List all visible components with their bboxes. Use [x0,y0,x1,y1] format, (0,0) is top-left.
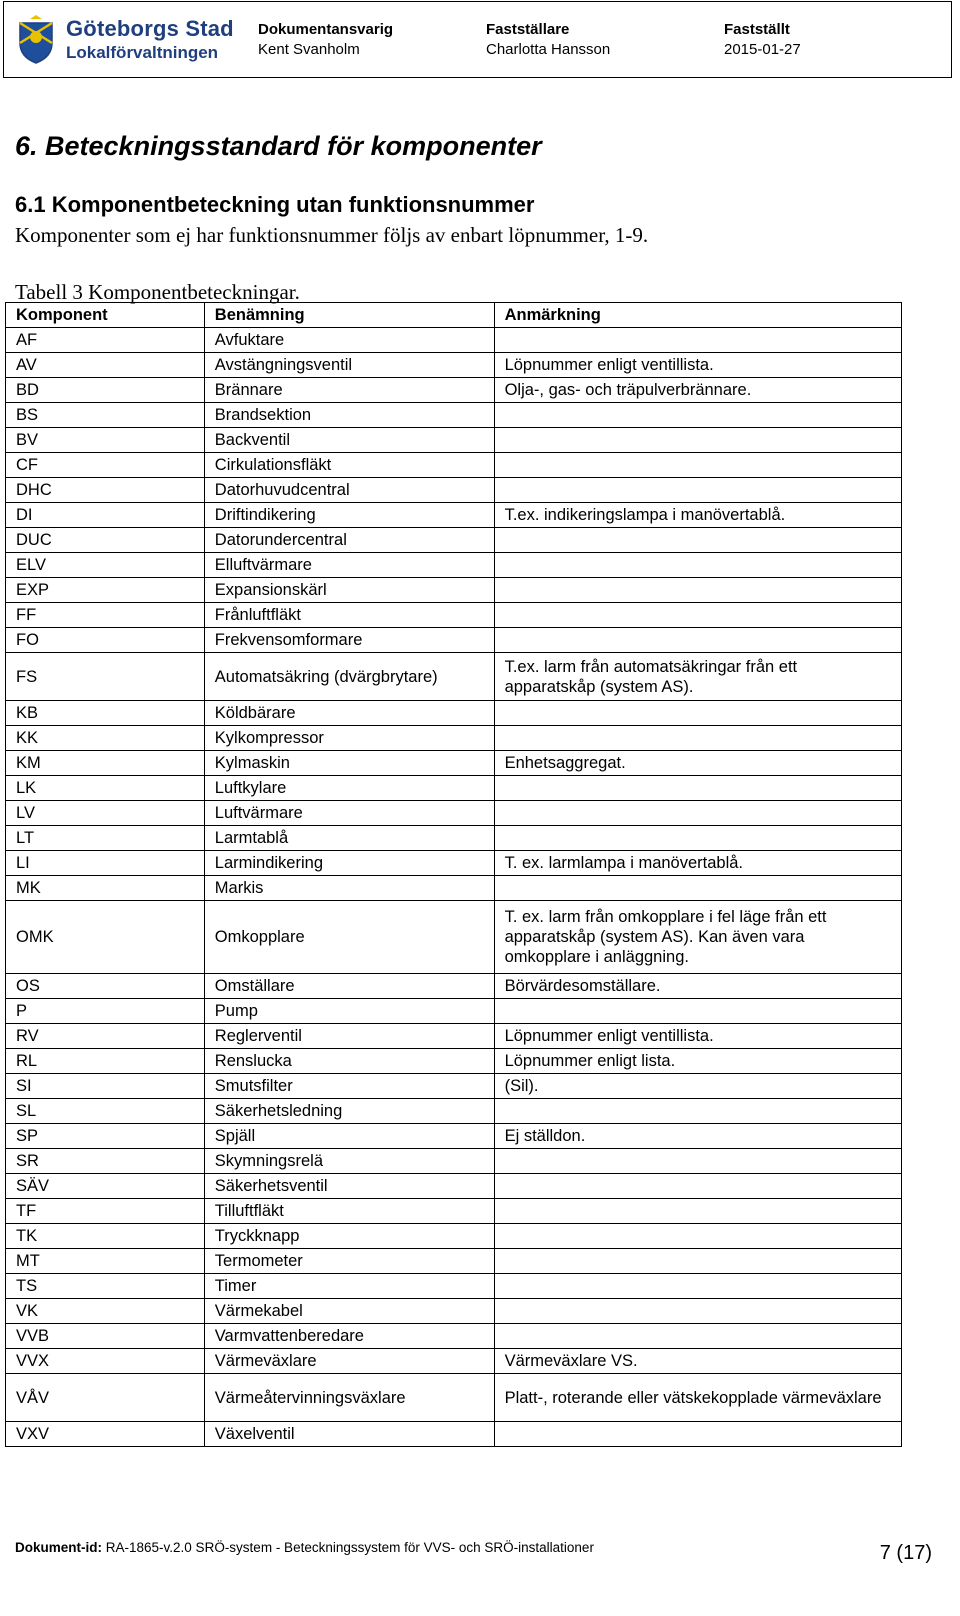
component-name-cell: Luftvärmare [204,801,494,826]
component-name-cell: Värmeväxlare [204,1349,494,1374]
table-row [6,876,902,901]
component-code-cell: VVB [6,1324,205,1349]
component-note-cell: Enhetsaggregat. [494,751,901,776]
component-note-cell [494,628,901,653]
component-name-cell: Automatsäkring (dvärgbrytare) [204,653,494,701]
component-name-cell: Larmtablå [204,826,494,851]
component-name-cell: Termometer [204,1249,494,1274]
header-field-responsible [236,2,480,77]
component-name-cell: Brandsektion [204,403,494,428]
component-note-cell [494,1249,901,1274]
component-note-cell [494,553,901,578]
city-logo [4,2,236,77]
coat-of-arms-icon [14,15,58,65]
component-name-cell: Pump [204,999,494,1024]
component-code-cell: SP [6,1124,205,1149]
table-row [6,1299,902,1324]
table-row [6,901,902,974]
component-code-cell: SR [6,1149,205,1174]
component-code-cell: LV [6,801,205,826]
table-row [6,1249,902,1274]
section-heading: 6. Beteckningsstandard för komponenter [15,131,542,161]
table-row [6,726,902,751]
component-code-cell: LK [6,776,205,801]
column-header: Anmärkning [494,303,901,328]
component-note-cell: Värmeväxlare VS. [494,1349,901,1374]
component-note-cell [494,801,901,826]
component-code-cell: BD [6,378,205,403]
page-number: 7 (17) [879,1542,932,1564]
component-code-cell: SI [6,1074,205,1099]
table-row [6,1074,902,1099]
component-code-cell: LT [6,826,205,851]
table-row [6,826,902,851]
component-name-cell: Frånluftfläkt [204,603,494,628]
component-name-cell: Skymningsrelä [204,1149,494,1174]
component-note-cell: T.ex. indikeringslampa i manövertablå. [494,503,901,528]
component-code-cell: SL [6,1099,205,1124]
header-field-value: Charlotta Hansson [486,41,611,58]
component-code-cell: TS [6,1274,205,1299]
component-note-cell [494,726,901,751]
component-name-cell: Reglerventil [204,1024,494,1049]
component-name-cell: Kylmaskin [204,751,494,776]
component-note-cell [494,328,901,353]
column-header: Komponent [6,303,205,328]
table-row [6,578,902,603]
table-row [6,701,902,726]
subsection-heading: 6.1 Komponentbeteckning utan funktionsnummer [15,192,535,217]
table-row [6,1274,902,1299]
header-field-label: Dokumentansvarig [258,21,394,38]
component-name-cell: Renslucka [204,1049,494,1074]
component-name-cell: Säkerhetsledning [204,1099,494,1124]
table-row [6,528,902,553]
table-row [6,974,902,999]
component-code-cell: KM [6,751,205,776]
document-header [3,1,952,78]
component-name-cell: Växelventil [204,1422,494,1447]
table-header-row [6,303,902,328]
table-row [6,851,902,876]
component-code-cell: ELV [6,553,205,578]
component-name-cell: Smutsfilter [204,1074,494,1099]
component-name-cell: Omkopplare [204,901,494,974]
component-note-cell [494,776,901,801]
table-caption: Tabell 3 Komponentbeteckningar. [15,280,300,304]
component-note-cell: Börvärdesomställare. [494,974,901,999]
table-row [6,503,902,528]
table-row [6,1374,902,1422]
component-code-cell: CF [6,453,205,478]
component-note-cell: Olja-, gas- och träpulverbrännare. [494,378,901,403]
component-code-cell: FF [6,603,205,628]
table-row [6,628,902,653]
component-code-cell: DHC [6,478,205,503]
component-name-cell: Brännare [204,378,494,403]
table-row [6,1324,902,1349]
component-code-cell: RV [6,1024,205,1049]
table-row [6,403,902,428]
component-code-cell: P [6,999,205,1024]
component-note-cell: Platt-, roterande eller vätskekopplade värmeväxlare [494,1374,901,1422]
component-note-cell [494,478,901,503]
component-code-cell: AF [6,328,205,353]
component-code-cell: AV [6,353,205,378]
component-note-cell: Löpnummer enligt ventillista. [494,353,901,378]
component-note-cell: Ej ställdon. [494,1124,901,1149]
component-note-cell [494,428,901,453]
component-note-cell [494,603,901,628]
table-row [6,378,902,403]
component-name-cell: Timer [204,1274,494,1299]
component-note-cell [494,1149,901,1174]
component-name-cell: Larmindikering [204,851,494,876]
component-note-cell: Löpnummer enligt ventillista. [494,1024,901,1049]
component-name-cell: Värmeåtervinningsväxlare [204,1374,494,1422]
component-note-cell [494,999,901,1024]
footer-doc-id [15,1540,594,1555]
component-note-cell [494,1422,901,1447]
component-note-cell: T.ex. larm från automatsäkringar från ett apparatskåp (system AS). [494,653,901,701]
component-note-cell [494,453,901,478]
header-field-value: 2015-01-27 [724,41,801,58]
component-name-cell: Tryckknapp [204,1224,494,1249]
component-name-cell: Kylkompressor [204,726,494,751]
table-row [6,1099,902,1124]
component-code-cell: DI [6,503,205,528]
component-code-cell: RL [6,1049,205,1074]
table-row [6,603,902,628]
component-code-cell: LI [6,851,205,876]
component-name-cell: Datorundercentral [204,528,494,553]
component-note-cell [494,403,901,428]
component-name-cell: Köldbärare [204,701,494,726]
table-row [6,553,902,578]
component-note-cell [494,578,901,603]
component-note-cell: Löpnummer enligt lista. [494,1049,901,1074]
component-name-cell: Datorhuvudcentral [204,478,494,503]
component-note-cell [494,1299,901,1324]
component-table [5,302,902,1447]
component-name-cell: Tilluftfläkt [204,1199,494,1224]
logo-line-1: Göteborgs Stad [66,16,234,41]
component-code-cell: BS [6,403,205,428]
table-row [6,751,902,776]
component-name-cell: Cirkulationsfläkt [204,453,494,478]
component-code-cell: KB [6,701,205,726]
component-note-cell: T. ex. larmlampa i manövertablå. [494,851,901,876]
header-field-approver [480,2,718,77]
component-name-cell: Driftindikering [204,503,494,528]
header-field-value: Kent Svanholm [258,41,360,58]
component-note-cell [494,1324,901,1349]
component-code-cell: FS [6,653,205,701]
header-field-approved-date [718,2,951,77]
table-row [6,1224,902,1249]
component-code-cell: VK [6,1299,205,1324]
component-name-cell: Elluftvärmare [204,553,494,578]
table-row [6,478,902,503]
component-code-cell: BV [6,428,205,453]
component-code-cell: VVX [6,1349,205,1374]
component-note-cell [494,826,901,851]
component-code-cell: VXV [6,1422,205,1447]
component-note-cell [494,528,901,553]
component-code-cell: MK [6,876,205,901]
component-note-cell: (Sil). [494,1074,901,1099]
table-row [6,1422,902,1447]
table-row [6,1349,902,1374]
component-code-cell: VÅV [6,1374,205,1422]
component-name-cell: Spjäll [204,1124,494,1149]
component-name-cell: Expansionskärl [204,578,494,603]
column-header: Benämning [204,303,494,328]
table-row [6,1049,902,1074]
footer-doc-id-value: RA-1865-v.2.0 SRÖ-system - Beteckningssystem för VVS- och SRÖ-installationer [105,1540,594,1555]
table-row [6,1199,902,1224]
component-note-cell [494,1199,901,1224]
component-code-cell: OMK [6,901,205,974]
component-name-cell: Varmvattenberedare [204,1324,494,1349]
component-name-cell: Markis [204,876,494,901]
table-row [6,999,902,1024]
table-row [6,653,902,701]
component-code-cell: TF [6,1199,205,1224]
component-note-cell: T. ex. larm från omkopplare i fel läge från ett apparatskåp (system AS). Kan även vara omkopplare i anläggning. [494,901,901,974]
header-field-label: Fastställt [724,21,790,38]
table-row [6,428,902,453]
component-name-cell: Frekvensomformare [204,628,494,653]
logo-line-2: Lokalförvaltningen [66,43,219,62]
table-row [6,1174,902,1199]
component-note-cell [494,1174,901,1199]
intro-paragraph: Komponenter som ej har funktionsnummer följs av enbart löpnummer, 1-9. [15,223,649,247]
table-row [6,1024,902,1049]
component-note-cell [494,876,901,901]
component-code-cell: SÄV [6,1174,205,1199]
component-note-cell [494,701,901,726]
component-name-cell: Säkerhetsventil [204,1174,494,1199]
component-code-cell: KK [6,726,205,751]
footer-doc-id-label: Dokument-id: [15,1540,102,1555]
component-name-cell: Avfuktare [204,328,494,353]
component-code-cell: DUC [6,528,205,553]
header-field-label: Fastställare [486,21,570,38]
component-name-cell: Backventil [204,428,494,453]
table-row [6,1124,902,1149]
component-code-cell: FO [6,628,205,653]
component-note-cell [494,1224,901,1249]
component-name-cell: Omställare [204,974,494,999]
table-row [6,328,902,353]
table-row [6,1149,902,1174]
component-note-cell [494,1274,901,1299]
component-code-cell: MT [6,1249,205,1274]
component-note-cell [494,1099,901,1124]
component-code-cell: OS [6,974,205,999]
component-name-cell: Värmekabel [204,1299,494,1324]
table-row [6,353,902,378]
component-code-cell: TK [6,1224,205,1249]
table-row [6,776,902,801]
table-row [6,801,902,826]
table-row [6,453,902,478]
component-code-cell: EXP [6,578,205,603]
component-name-cell: Avstängningsventil [204,353,494,378]
component-name-cell: Luftkylare [204,776,494,801]
